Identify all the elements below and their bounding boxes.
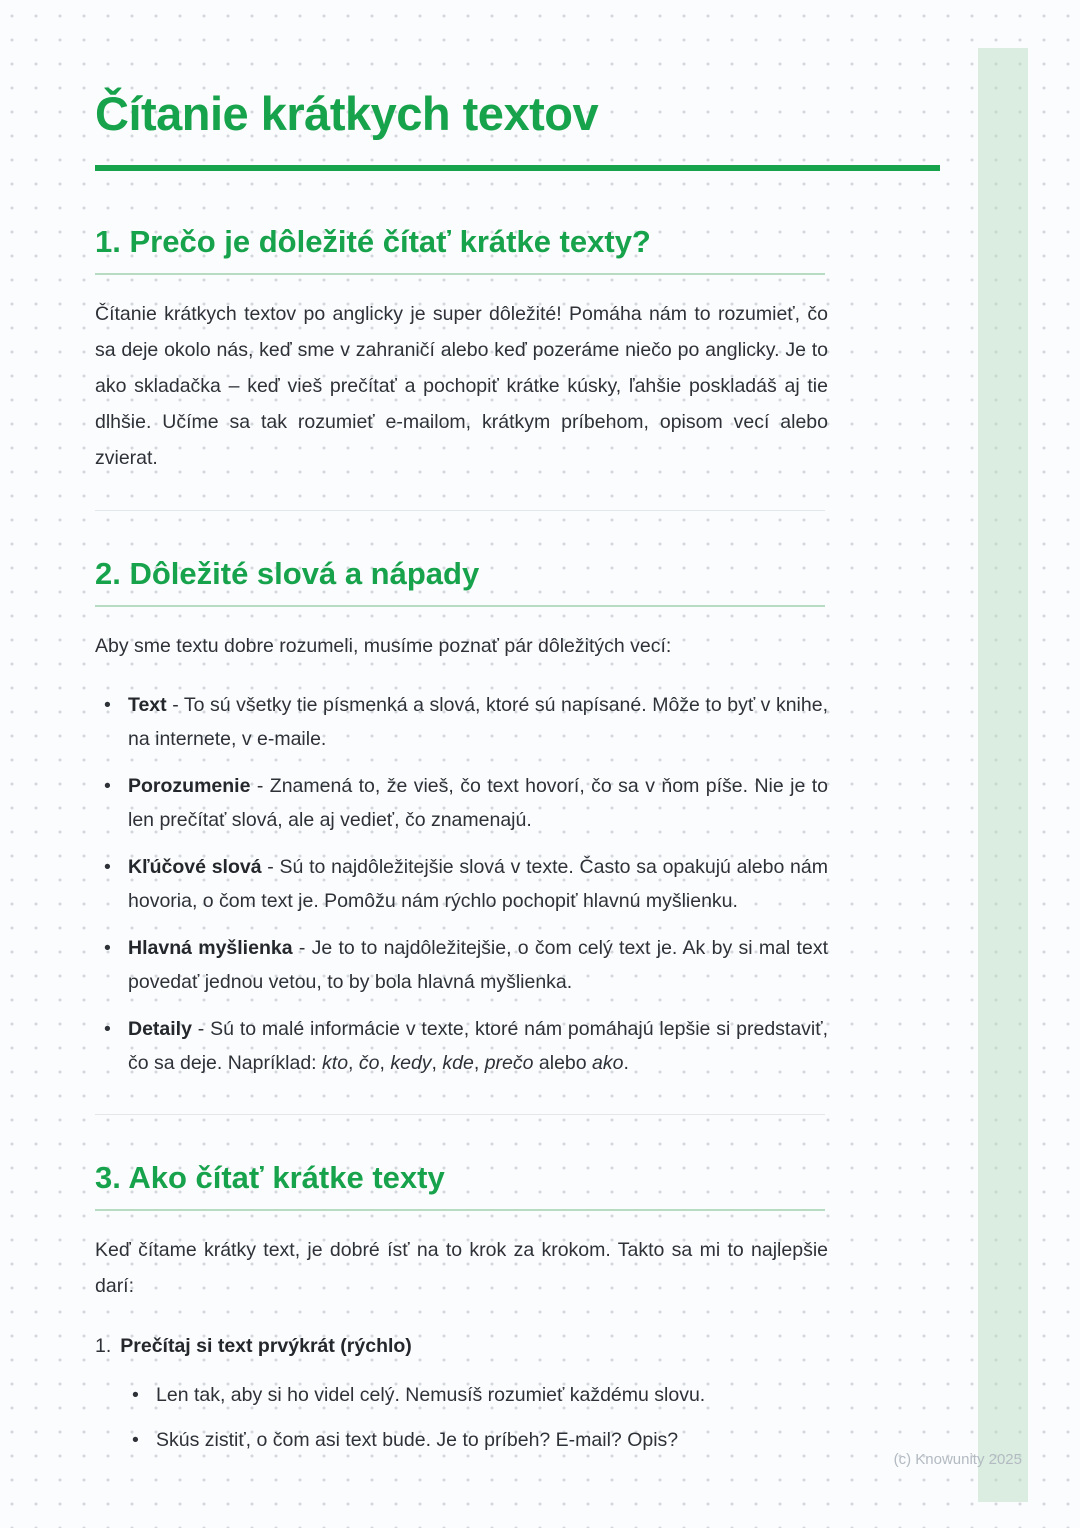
list-item-klucove-slova	[95, 850, 828, 918]
section-1-heading: 1. Prečo je dôležité čítať krátke texty?	[95, 223, 651, 259]
substep-item	[128, 1424, 818, 1457]
section-divider	[95, 510, 825, 511]
substep-item	[128, 1379, 818, 1412]
section-key-words	[95, 555, 940, 1080]
term-label: Text	[128, 694, 167, 716]
term-description: - Je to to najdôležitejšie, o čom celý text je. Ak by si mal text povedať jednou vetou, to by bola hlavná myšlienka.	[128, 937, 828, 993]
substep-list	[128, 1379, 818, 1457]
section-3-underline	[95, 1209, 825, 1211]
example-word: kedy	[390, 1052, 432, 1074]
term-description: - Sú to malé informácie v texte, ktoré nám pomáhajú lepšie si predstaviť, čo sa deje. Napríklad:	[128, 1018, 828, 1074]
list-item-hlavna-myslienka	[95, 931, 828, 999]
example-word: kto	[322, 1052, 349, 1074]
section-3-intro: Keď čítame krátky text, je dobré ísť na to krok za krokom. Takto sa mi to najlepšie darí:	[95, 1239, 828, 1298]
term-label: Porozumenie	[128, 775, 251, 797]
list-item-detaily	[95, 1012, 828, 1080]
key-terms-list	[95, 688, 828, 1080]
page-title: Čítanie krátkych textov	[95, 87, 599, 140]
term-description: - Sú to najdôležitejšie slová v texte. Často sa opakujú alebo nám hovoria, o čom text je. Pomôžu nám rýchlo pochopiť hlavnú myšlienku.	[128, 856, 828, 912]
section-why-important	[95, 223, 940, 476]
term-label: Detaily	[128, 1018, 192, 1040]
numbered-step-1	[95, 1330, 828, 1362]
substep-text: Skús zistiť, o čom asi text bude. Je to príbeh? E-mail? Opis?	[156, 1429, 679, 1452]
section-2-underline	[95, 605, 825, 607]
content-area	[95, 88, 940, 1469]
example-word: kde	[442, 1052, 474, 1074]
list-item-porozumenie	[95, 769, 828, 837]
separator-text: ,	[473, 1052, 485, 1074]
term-description: - Znamená to, že vieš, čo text hovorí, čo sa v ňom píše. Nie je to len prečítať slová, ale aj vedieť, čo znamenajú.	[128, 775, 828, 831]
separator-text: ,	[379, 1052, 391, 1074]
right-accent-strip	[978, 48, 1028, 1502]
section-1-paragraph: Čítanie krátkych textov po anglicky je super dôležité! Pomáha nám to rozumieť, čo sa deje okolo nás, keď sme v zahraničí alebo keď pozeráme niečo po anglicky. Je to ako skladačka – keď vieš prečítať a pochopiť krátke kúsky, ľahšie poskladáš aj tie dlhšie. Učíme sa tak rozumieť e-mailom, krátkym príbehom, opisom vecí alebo zvierat.	[95, 302, 828, 469]
term-label: Kľúčové slová	[128, 856, 262, 878]
section-2-heading: 2. Dôležité slová a nápady	[95, 555, 480, 591]
separator-text: ,	[431, 1052, 443, 1074]
term-label: Hlavná myšlienka	[128, 937, 293, 959]
step-number: 1.	[95, 1335, 112, 1358]
list-item-text	[95, 688, 828, 756]
term-description: - To sú všetky tie písmenká a slová, ktoré sú napísané. Môže to byť v knihe, na internete, v e-maile.	[128, 694, 828, 750]
section-1-underline	[95, 273, 825, 275]
section-divider	[95, 1114, 825, 1115]
separator-text: ,	[348, 1052, 359, 1074]
substep-text: Len tak, aby si ho videl celý. Nemusíš rozumieť každému slovu.	[156, 1384, 706, 1407]
separator-text: alebo	[533, 1052, 593, 1074]
example-word: prečo	[484, 1052, 534, 1074]
separator-text: .	[623, 1052, 629, 1074]
section-how-to-read	[95, 1159, 940, 1457]
step-title: Prečítaj si text prvýkrát (rýchlo)	[120, 1335, 412, 1358]
example-word: čo	[358, 1052, 380, 1074]
title-underline-rule	[95, 165, 940, 171]
copyright-footer: (c) Knowunity 2025	[893, 1451, 1022, 1468]
section-2-intro: Aby sme textu dobre rozumeli, musíme poznať pár dôležitých vecí:	[95, 635, 672, 657]
example-word: ako	[592, 1052, 624, 1074]
section-3-heading: 3. Ako čítať krátke texty	[95, 1160, 445, 1195]
